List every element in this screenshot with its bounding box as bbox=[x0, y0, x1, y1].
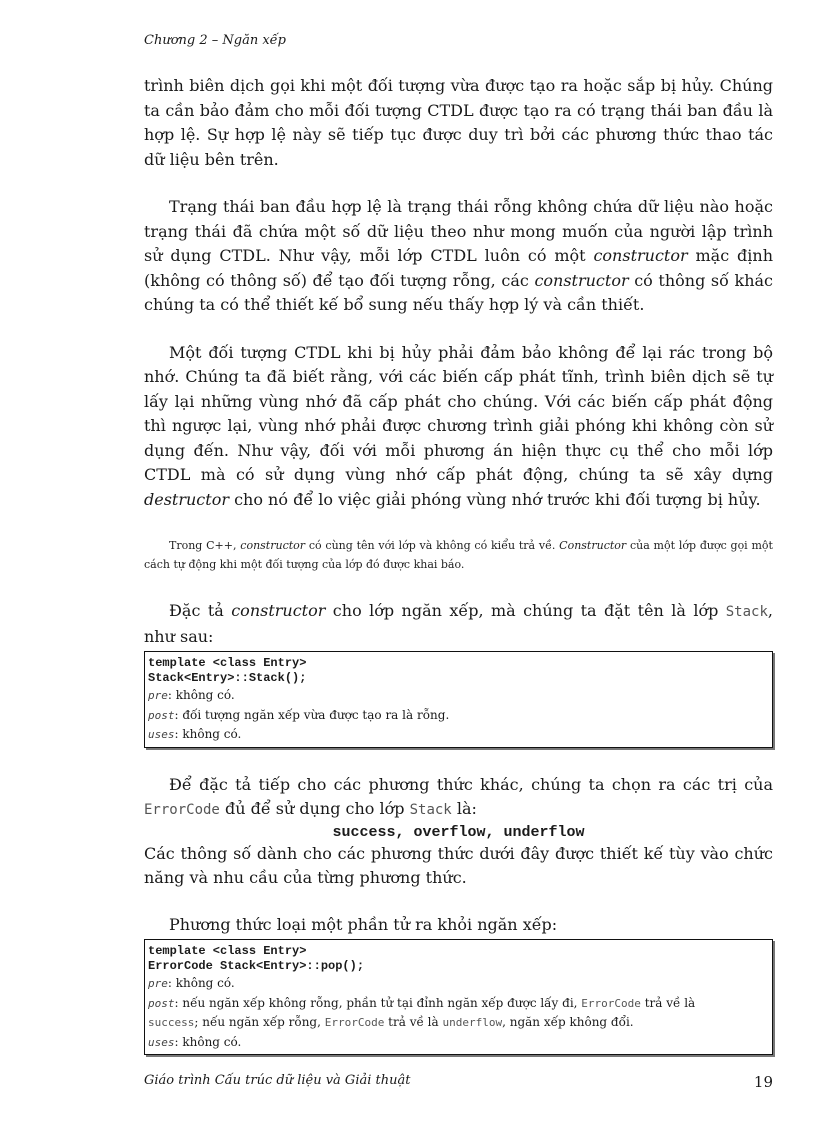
code-line: template <class Entry> bbox=[148, 944, 307, 958]
paragraph-3: Một đối tượng CTDL khi bị hủy phải đảm bảo không để lại rác trong bộ nhớ. Chúng ta đã biết rằng, với các biến cấp phát tĩnh, trình biên dịch sẽ tự lấy lại những vùng nhớ đã cấp phát cho chúng. Với các biến cấp phát động thì ngược lại, vùng nhớ phải được chương trình giải phóng khi không còn sử dụng đến. Như vậy, đối với mỗi phương án hiện thực cụ thể cho mỗi lớp CTDL mà có sử dụng vùng nhớ cấp phát động, chúng ta sẽ xây dựng destructor cho nó để lo việc giải phóng vùng nhớ trước khi đối tượng bị hủy. bbox=[144, 342, 773, 509]
spec-post-continued: success; nếu ngăn xếp rỗng, ErrorCode trả về là underflow, ngăn xếp không đổi. bbox=[148, 1015, 634, 1029]
pop-spec-box bbox=[144, 939, 773, 1055]
paragraph-7: Phương thức loại một phần tử ra khỏi ngăn xếp: bbox=[169, 914, 558, 934]
code-line: template <class Entry> bbox=[148, 656, 307, 670]
page-number: 19 bbox=[753, 1073, 773, 1091]
code-line: Stack<Entry>::Stack(); bbox=[148, 671, 307, 685]
spec-post: post: nếu ngăn xếp không rỗng, phần tử tại đỉnh ngăn xếp được lấy đi, ErrorCode trả về là bbox=[148, 995, 696, 1010]
book-title: Giáo trình Cấu trúc dữ liệu và Giải thuật bbox=[144, 1073, 411, 1088]
page-body bbox=[144, 74, 773, 1055]
error-code-values: success, overflow, underflow bbox=[332, 823, 585, 841]
note-paragraph: Trong C++, constructor có cùng tên với lớp và không có kiểu trả về. Constructor của một lớp được gọi một cách tự động khi một đối tượng của lớp đó được khai báo. bbox=[144, 539, 773, 571]
paragraph-6: Các thông số dành cho các phương thức dưới đây được thiết kế tùy vào chức năng và nhu cầu của từng phương thức. bbox=[144, 843, 773, 887]
constructor-spec-box bbox=[144, 651, 773, 748]
page-footer bbox=[144, 1073, 773, 1091]
code-line: ErrorCode Stack<Entry>::pop(); bbox=[148, 959, 365, 973]
spec-uses: uses: không có. bbox=[148, 727, 242, 741]
paragraph-4: Đặc tả constructor cho lớp ngăn xếp, mà chúng ta đặt tên là lớp Stack, như sau: bbox=[144, 601, 773, 646]
spec-uses: uses: không có. bbox=[148, 1034, 242, 1049]
paragraph-2: Trạng thái ban đầu hợp lệ là trạng thái rỗng không chứa dữ liệu nào hoặc trạng thái đã chứa một số dữ liệu theo như mong muốn của người lập trình sử dụng CTDL. Như vậy, mỗi lớp CTDL luôn có một constructor mặc định (không có thông số) để tạo đối tượng rỗng, các constructor có thông số khác chúng ta có thể thiết kế bổ sung nếu thấy hợp lý và cần thiết. bbox=[144, 197, 774, 314]
spec-pre: pre: không có. bbox=[148, 688, 235, 702]
spec-post: post: đối tượng ngăn xếp vừa được tạo ra là rỗng. bbox=[148, 707, 450, 722]
chapter-header: Chương 2 – Ngăn xếp bbox=[144, 33, 286, 48]
spec-pre: pre: không có. bbox=[148, 976, 235, 990]
paragraph-5: Để đặc tả tiếp cho các phương thức khác, chúng ta chọn ra các trị của ErrorCode đủ để sử dụng cho lớp Stack là: bbox=[144, 774, 773, 818]
paragraph-1: trình biên dịch gọi khi một đối tượng vừa được tạo ra hoặc sắp bị hủy. Chúng ta cần bảo đảm cho mỗi đối tượng CTDL được tạo ra có trạng thái ban đầu là hợp lệ. Sự hợp lệ này sẽ tiếp tục được duy trì bởi các phương thức thao tác dữ liệu bên trên. bbox=[144, 76, 773, 169]
